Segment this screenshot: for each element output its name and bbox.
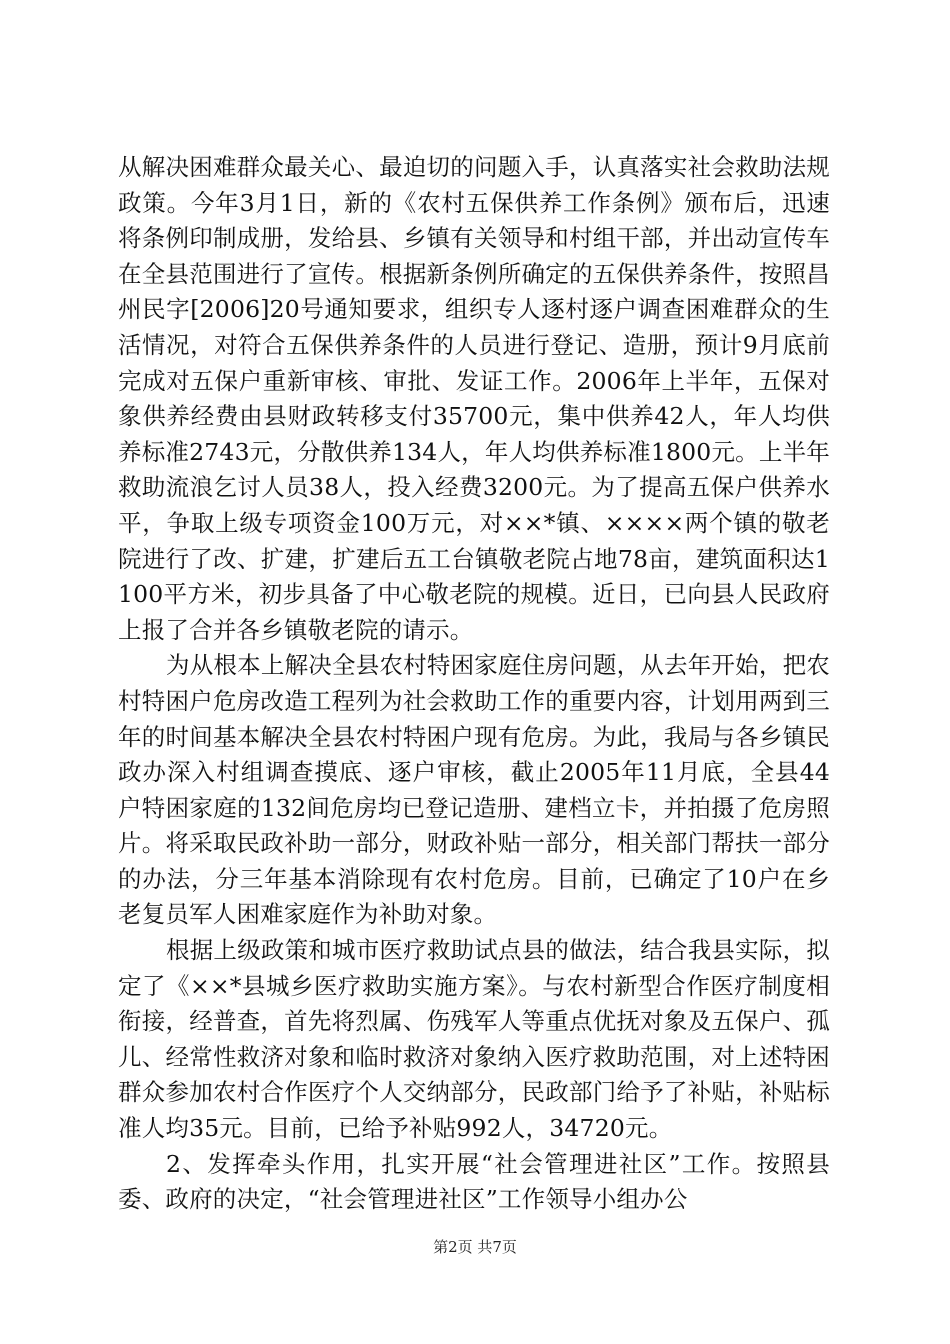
paragraph-medical-assistance: 根据上级政策和城市医疗救助试点县的做法，结合我县实际，拟定了《××*县城乡医疗救助实施方案》。与农村新型合作医疗制度相衔接，经普查，首先将烈属、伤残军人等重点优抚对象及五保户、孤儿、经常性救济对象和临时救济对象纳入医疗救助范围，对上述特困群众参加农村合作医疗个人交纳部分，民政部门给予了补贴，补贴标准人均35元。目前，已给予补贴992人，34720元。 (118, 936, 830, 1143)
paragraph-five-guarantee: 从解决困难群众最关心、最迫切的问题入手，认真落实社会救助法规政策。今年3月1日，新的《农村五保供养工作条例》颁布后，迅速将条例印制成册，发给县、乡镇有关领导和村组干部，并出动宣传车在全县范围进行了宣传。根据新条例所确定的五保供养条件，按照昌州民字[2006]20号通知要求，组织专人逐村逐户调查困难群众的生活情况，对符合五保供养条件的人员进行登记、造册，预计9月底前完成对五保户重新审核、审批、发证工作。2006年上半年，五保对象供养经费由县财政转移支付35700元，集中供养42人，年人均供养标准2743元，分散供养134人，年人均供养标准1800元。上半年救助流浪乞讨人员38人，投入经费3200元。为了提高五保户供养水平，争取上级专项资金100万元，对××*镇、××××两个镇的敬老院进行了改、扩建，扩建后五工台镇敬老院占地78亩，建筑面积达1100平方米，初步具备了中心敬老院的规模。近日，已向县人民政府上报了合并各乡镇敬老院的请示。 (118, 153, 830, 644)
document-body (118, 150, 830, 1218)
paragraph-community-management: 2、发挥牵头作用，扎实开展“社会管理进社区”工作。按照县委、政府的决定，“社会管理进社区”工作领导小组办公 (118, 1149, 830, 1214)
paragraph-housing-renovation: 为从根本上解决全县农村特困家庭住房问题，从去年开始，把农村特困户危房改造工程列为社会救助工作的重要内容，计划用两到三年的时间基本解决全县农村特困户现有危房。为此，我局与各乡镇民政办深入村组调查摸底、逐户审核，截止2005年11月底，全县44户特困家庭的132间危房均已登记造册、建档立卡，并拍摄了危房照片。将采取民政补助一部分，财政补贴一部分，相关部门帮扶一部分的办法，分三年基本消除现有农村危房。目前，已确定了10户在乡老复员军人困难家庭作为补助对象。 (118, 651, 830, 929)
page-number-footer: 第2页 共7页 (433, 1238, 517, 1256)
